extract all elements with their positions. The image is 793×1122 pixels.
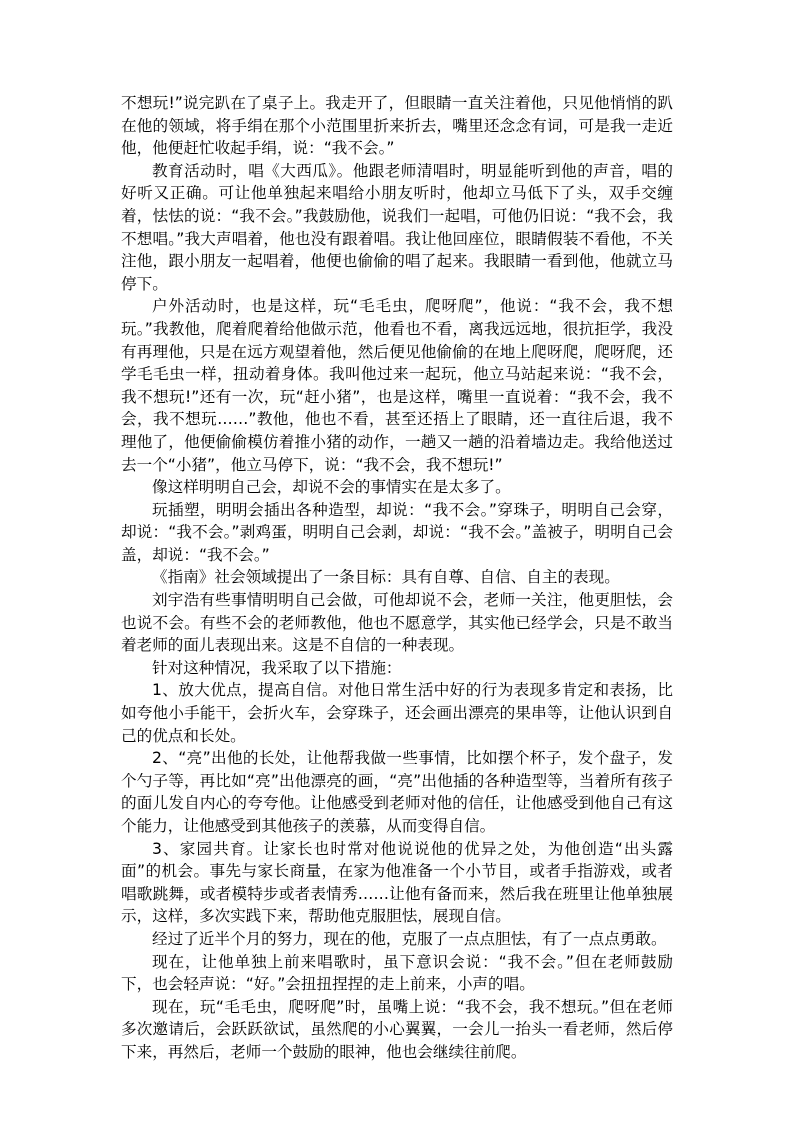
paragraph-3: 户外活动时，也是这样，玩“毛毛虫，爬呀爬”，他说：“我不会，我不想玩。”我教他，爬着爬着给他做示范，他看也不看，离我远远地，很抗拒学，我没有再理他，只是在远方观望着他，然后便见他偷偷的在地上爬呀爬，爬呀爬，还学毛毛虫一样，扭动着身体。我叫他过来一起玩，他立马站起来说：“我不会，我不想玩!”还有一次，玩“赶小猪”，也是这样，嘴里一直说着：“我不会，我不会，我不想玩……”教他，他也不看，甚至还捂上了眼睛，还一直往后退，我不理他了，他便偷偷模仿着推小猪的动作，一趟又一趟的沿着墙边走。我给他送过去一个“小猪”，他立马停下，说：“我不会，我不想玩!” bbox=[121, 297, 673, 474]
paragraph-9: 1、放大优点，提高自信。对他日常生活中好的行为表现多肯定和表扬，比如夸他小手能干，会折火车，会穿珠子，还会画出漂亮的果串等，让他认识到自己的优点和长处。 bbox=[121, 681, 673, 745]
paragraph-5: 玩插塑，明明会插出各种造型，却说：“我不会。”穿珠子，明明自己会穿，却说：“我不会。”剥鸡蛋，明明自己会剥，却说：“我不会。”盖被子，明明自己会盖，却说：“我不会。” bbox=[121, 500, 673, 564]
paragraph-12: 经过了近半个月的努力，现在的他，克服了一点点胆怯，有了一点点勇敢。 bbox=[152, 929, 667, 948]
paragraph-4: 像这样明明自己会，却说不会的事情实在是太多了。 bbox=[152, 478, 511, 497]
paragraph-1: 不想玩!”说完趴在了桌子上。我走开了，但眼睛一直关注着他，只见他悄悄的趴在他的领域，将手绢在那个小范围里折来折去，嘴里还念念有词，可是我一走近他，他便赶忙收起手绢，说：“我不会。” bbox=[121, 94, 673, 158]
document-body bbox=[121, 92, 673, 1064]
paragraph-6: 《指南》社会领域提出了一条目标：具有自尊、自信、自主的表现。 bbox=[152, 568, 620, 587]
paragraph-2: 教育活动时，唱《大西瓜》。他跟老师清唱时，明显能听到他的声音，唱的好听又正确。可让他单独起来唱给小朋友听时，他却立马低下了头，双手交缠着，怯怯的说：“我不会。”我鼓励他，说我们一起唱，可他仍旧说：“我不会，我不想唱。”我大声唱着，他也没有跟着唱。我让他回座位，眼睛假装不看他，不关注他，跟小朋友一起唱着，他便也偷偷的唱了起来。我眼睛一看到他，他就立马停下。 bbox=[121, 161, 673, 293]
paragraph-11: 3、家园共育。让家长也时常对他说说他的优异之处，为他创造“出头露面”的机会。事先与家长商量，在家为他准备一个小节目，或者手指游戏，或者唱歌跳舞，或者模特步或者表情秀……让他有备而来，然后我在班里让他单独展示，这样，多次实践下来，帮助他克服胆怯，展现自信。 bbox=[121, 839, 673, 926]
paragraph-8: 针对这种情况，我采取了以下措施： bbox=[152, 658, 402, 677]
paragraph-10: 2、“亮”出他的长处，让他帮我做一些事情，比如摆个杯子，发个盘子，发个勺子等，再比如“亮”出他漂亮的画，“亮”出他插的各种造型等，当着所有孩子的面儿发自内心的夸夸他。让他感受到老师对他的信任，让他感受到他自己有这个能力，让他感受到其他孩子的羡慕，从而变得自信。 bbox=[121, 749, 673, 835]
paragraph-13: 现在，让他单独上前来唱歌时，虽下意识会说：“我不会。”但在老师鼓励下，也会轻声说：“好。”会扭扭捏捏的走上前来，小声的唱。 bbox=[121, 952, 673, 994]
paragraph-7: 刘宇浩有些事情明明自己会做，可他却说不会，老师一关注，他更胆怯，会也说不会。有些不会的老师教他，他也不愿意学，其实他已经学会，只是不敢当着老师的面儿表现出来。这是不自信的一种表现。 bbox=[121, 591, 673, 655]
paragraph-14: 现在，玩“毛毛虫，爬呀爬”时，虽嘴上说：“我不会，我不想玩。”但在老师多次邀请后，会跃跃欲试，虽然爬的小心翼翼，一会儿一抬头一看老师，然后停下来，再然后，老师一个鼓励的眼神，他也会继续往前爬。 bbox=[121, 997, 673, 1061]
